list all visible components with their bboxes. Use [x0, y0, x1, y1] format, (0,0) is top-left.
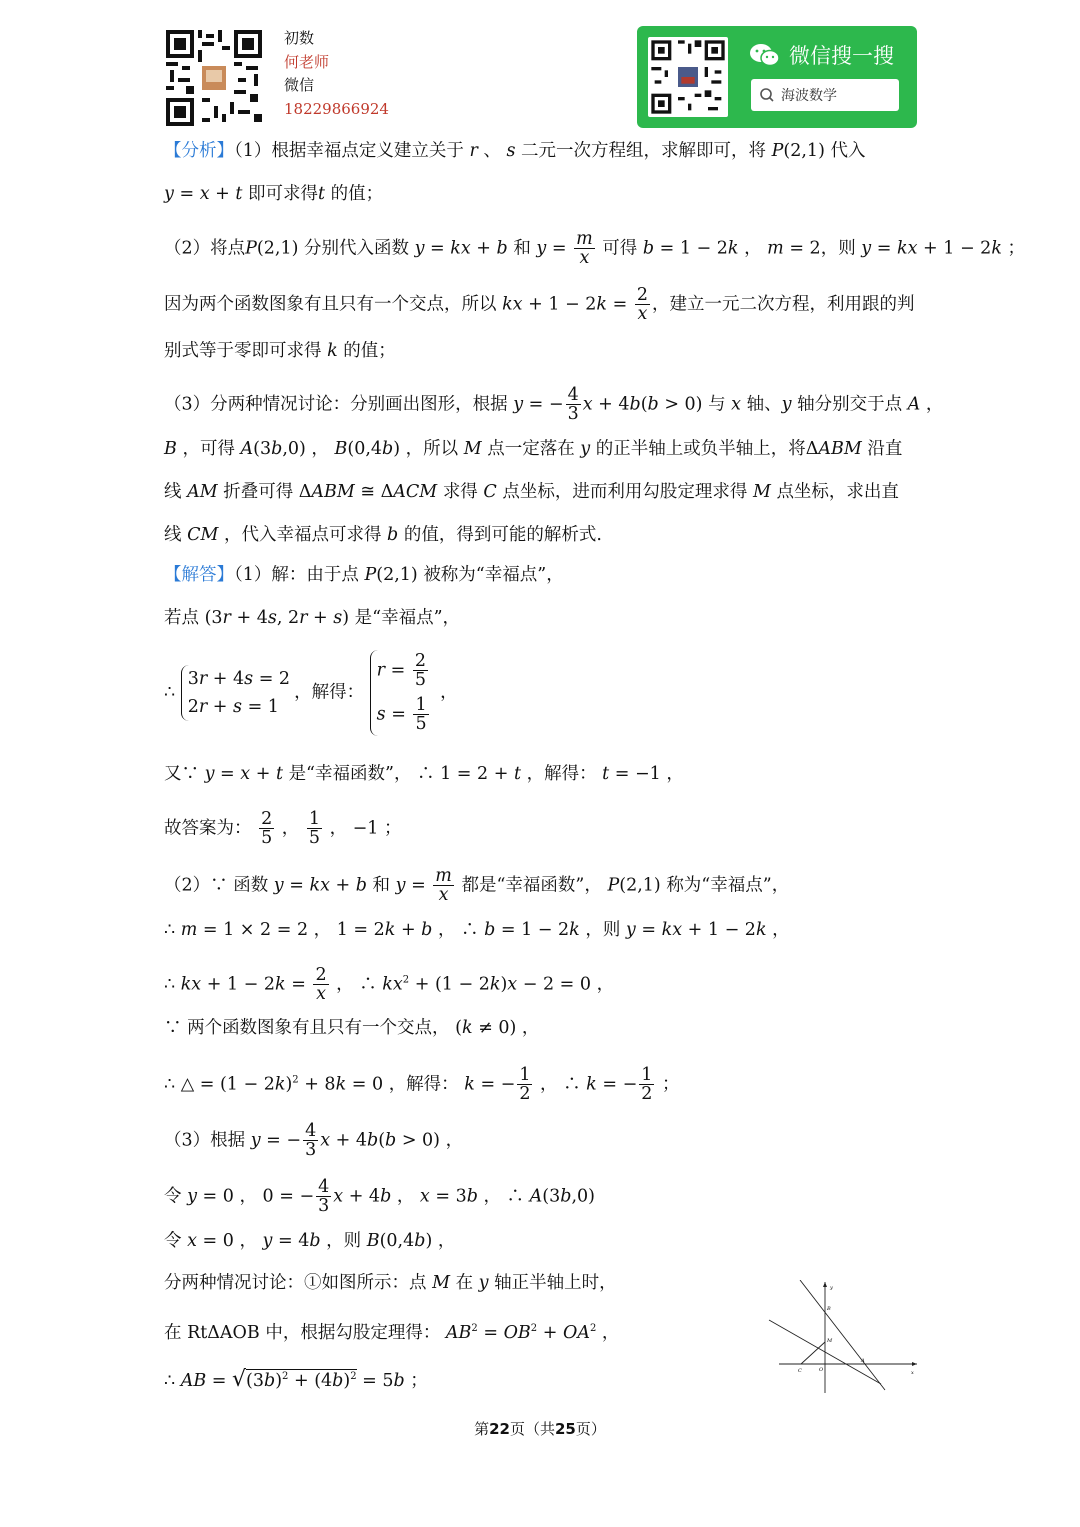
- contact-info: [284, 27, 389, 121]
- y-axis-arrow: [823, 1282, 827, 1287]
- label-b: B: [827, 1306, 831, 1312]
- solution-line-1: 【解答】（1）解：由于点 P(2,1) 被称为“幸福点”，: [164, 565, 564, 585]
- solution-line-13: 令 x = 0 ， y = 4b ，则 B(0,4b) ，: [164, 1231, 456, 1251]
- line-ab: [800, 1280, 885, 1390]
- text: 可得: [602, 238, 638, 259]
- footer-prefix: 第: [474, 1420, 490, 1438]
- label-m: M: [827, 1338, 833, 1344]
- text: ，所以: [405, 439, 459, 459]
- text: 令: [164, 1231, 182, 1251]
- wechat-search-text: 海波数学: [781, 88, 837, 104]
- text: 令: [164, 1186, 182, 1207]
- analysis-line-5: 别式等于零即可求得 k 的值；: [164, 341, 396, 361]
- text: ，则: [820, 238, 856, 259]
- label-y: y: [830, 1285, 833, 1291]
- text: 点坐标，进而利用勾股定理求得: [502, 482, 748, 502]
- wechat-search-card[interactable]: [637, 26, 917, 128]
- page-number: 22: [489, 1420, 510, 1438]
- x-axis-arrow: [912, 1362, 917, 1366]
- text: 代入: [830, 141, 866, 161]
- analysis-line-1: 【分析】（1）根据幸福点定义建立关于 r 、 s 二元一次方程组，求解即可，将 P(2,1) 代入: [164, 141, 866, 161]
- text: 若点: [164, 608, 199, 628]
- text: 沿直: [867, 439, 903, 459]
- text: （1）根据幸福点定义建立关于: [234, 141, 464, 161]
- geometry-figure: [765, 1280, 920, 1395]
- page-footer: [0, 1418, 1080, 1439]
- text: 分两种情况讨论：①如图所示：点: [164, 1273, 427, 1293]
- text: 即可求得: [247, 184, 318, 204]
- solution-line-16: ∴ AB = $√(3b)^2 + (4b)^2 = 5b$ ；: [164, 1366, 428, 1392]
- text: 称为“幸福点”，: [666, 875, 790, 896]
- contact-teacher: 何老师: [284, 52, 330, 71]
- text: 的正半轴上或负半轴上，将: [595, 439, 806, 459]
- solution-line-14: 分两种情况讨论：①如图所示：点 M 在 y 轴正半轴上时，: [164, 1273, 617, 1293]
- wechat-search-title: [749, 40, 894, 70]
- solution-line-10: ∴ △ = $(1 - 2k)^2 + 8k = 0$ ，解得： k = − $\frac{1}{2}$ ， ∴ k = − $\frac{1}{2}$ ；: [164, 1065, 680, 1105]
- text: ，则: [326, 1231, 362, 1251]
- text: 故答案为：: [164, 818, 252, 839]
- solution-line-9: ∵ 两个函数图象有且只有一个交点， (k ≠ 0) ，: [164, 1018, 540, 1038]
- label-o: O: [819, 1367, 824, 1373]
- text: ，解得：: [388, 1074, 459, 1095]
- analysis-line-4: 因为两个函数图象有且只有一个交点，所以 kx + 1 − 2k = $\frac{2}{x}$ ，建立一元二次方程，利用跟的判: [164, 285, 915, 325]
- wechat-search-label: 微信搜一搜: [789, 44, 894, 68]
- text: ∵ 两个函数图象有且只有一个交点，: [164, 1018, 450, 1038]
- analysis-line-8: 线 AM 折叠可得 ΔABM ≅ ΔACM 求得 C 点坐标，进而利用勾股定理求得 M 点坐标，求出直: [164, 482, 899, 502]
- page-total: 25: [555, 1420, 576, 1438]
- text: 点一定落在: [487, 439, 575, 459]
- text: 求得: [442, 482, 478, 502]
- text: 被称为“幸福点”，: [423, 565, 564, 585]
- text: 线: [164, 525, 182, 545]
- text: 二元一次方程组，求解即可，将: [521, 141, 767, 161]
- text: （3）分两种情况讨论：分别画出图形，根据: [164, 394, 508, 415]
- solution-line-6: （2）∵ 函数 y = kx + b 和 y = $\frac{m}{x}$ 都是“幸福函数”， P(2,1) 称为“幸福点”，: [164, 866, 790, 906]
- text: ，可得: [182, 439, 235, 459]
- text: 都是“幸福函数”，: [461, 875, 602, 896]
- solution-line-2: 若点 (3r + 4s, 2r + s) 是“幸福点”，: [164, 608, 461, 628]
- analysis-line-3: （2）将点P(2,1) 分别代入函数 y = kx + b 和 y = $\frac{m}{x}$ 可得 b = 1 − 2k ， m = 2，则 y = kx + 1 − 2k ；: [164, 229, 1025, 269]
- text: ，代入幸福点可求得: [223, 525, 382, 545]
- text: 分别代入函数: [303, 238, 409, 259]
- footer-mid: 页（共: [509, 1420, 555, 1438]
- text: 轴正半轴上时，: [494, 1273, 617, 1293]
- contact-phone: 18229866924: [284, 99, 389, 118]
- solution-line-12: 令 y = 0 ， 0 = − $\frac{4}{3}$ x + 4b ， x = 3b ， ∴ A(3b,0): [164, 1177, 595, 1217]
- text: 和: [372, 875, 391, 896]
- text: 是“幸福点”，: [354, 608, 461, 628]
- analysis-line-2: y = x + t 即可求得t 的值；: [164, 184, 384, 204]
- text: （1）解：由于点: [234, 565, 359, 585]
- text: 的值；: [330, 184, 384, 204]
- solution-tag: 【解答】: [164, 565, 234, 585]
- analysis-line-7: B ，可得 A(3b,0) ， B(0,4b) ，所以 M 点一定落在 y 的正半轴上或负半轴上，将ΔABM 沿直: [164, 439, 903, 459]
- qr-code-right: [648, 37, 728, 117]
- wechat-search-box[interactable]: [751, 79, 899, 111]
- solution-line-11: （3）根据 y = − $\frac{4}{3}$ x + 4b(b > 0) ，: [164, 1121, 464, 1161]
- text: 线: [164, 482, 182, 502]
- text: （2）将点: [164, 238, 246, 259]
- text: 点坐标，求出直: [776, 482, 899, 502]
- text: 轴、: [746, 394, 782, 415]
- text: ，解得：: [294, 682, 365, 703]
- text: 和: [513, 238, 531, 259]
- label-c: C: [798, 1368, 802, 1374]
- text: 因为两个函数图象有且只有一个交点，所以: [164, 294, 497, 315]
- solution-line-3: ∴ 3r + 4s = 2 2r + s = 1 ，解得： r = $\frac{2}{5}$ s = $\frac{1}{5}$ ，: [164, 651, 458, 735]
- solution-line-4: 又∵ y = x + t 是“幸福函数”， ∴ 1 = 2 + t ，解得： t = −1 ，: [164, 764, 684, 784]
- text: （2）∵ 函数: [164, 875, 269, 896]
- text: （3）根据: [164, 1130, 246, 1151]
- qr-code-left: [166, 30, 262, 126]
- text: 的值，得到可能的解析式.: [403, 525, 602, 545]
- contact-subject: 初数: [284, 29, 315, 47]
- solution-line-8: ∴ kx + 1 − 2k = $\frac{2}{x}$ ， ∴ $kx^2 + (1 - 2k)x - 2 = 0$ ，: [164, 965, 615, 1005]
- label-a: A: [861, 1358, 865, 1364]
- text: 在: [455, 1273, 474, 1293]
- text: 又∵: [164, 764, 199, 784]
- wechat-icon: [749, 42, 781, 68]
- text: 别式等于零即可求得: [164, 341, 322, 361]
- solution-line-15: 在 RtΔAOB 中，根据勾股定理得： $AB^2 = OB^2 + OA^2$ ，: [164, 1322, 620, 1343]
- footer-suffix: 页）: [575, 1420, 606, 1438]
- analysis-line-6: （3）分两种情况讨论：分别画出图形，根据 y = − $\frac{4}{3}$ x + 4b(b > 0) 与 x 轴、y 轴分别交于点 A ，: [164, 385, 944, 425]
- text: ，解得：: [526, 764, 597, 784]
- search-icon: [759, 87, 775, 103]
- text: 的值；: [343, 341, 396, 361]
- analysis-line-9: 线 CM ，代入幸福点可求得 b 的值，得到可能的解析式.: [164, 525, 602, 545]
- text: 与: [708, 394, 726, 415]
- analysis-tag: 【分析】: [164, 141, 234, 161]
- contact-wechat-label: 微信: [284, 76, 315, 94]
- text: ，则: [585, 920, 621, 940]
- text: 折叠可得: [223, 482, 294, 502]
- text: ，建立一元二次方程，利用跟的判: [651, 294, 915, 315]
- label-x: x: [911, 1370, 914, 1376]
- text: 在 RtΔAOB 中，根据勾股定理得：: [164, 1322, 441, 1343]
- solution-line-7: ∴ m = 1 × 2 = 2 ， 1 = 2k + b ， ∴ b = 1 − 2k ，则 y = kx + 1 − 2k ，: [164, 920, 790, 940]
- solution-line-5: 故答案为： $\frac{2}{5}$ ， $\frac{1}{5}$ ， −1 ；: [164, 809, 402, 849]
- text: 是“幸福函数”，: [288, 764, 412, 784]
- text: 轴分别交于点: [797, 394, 903, 415]
